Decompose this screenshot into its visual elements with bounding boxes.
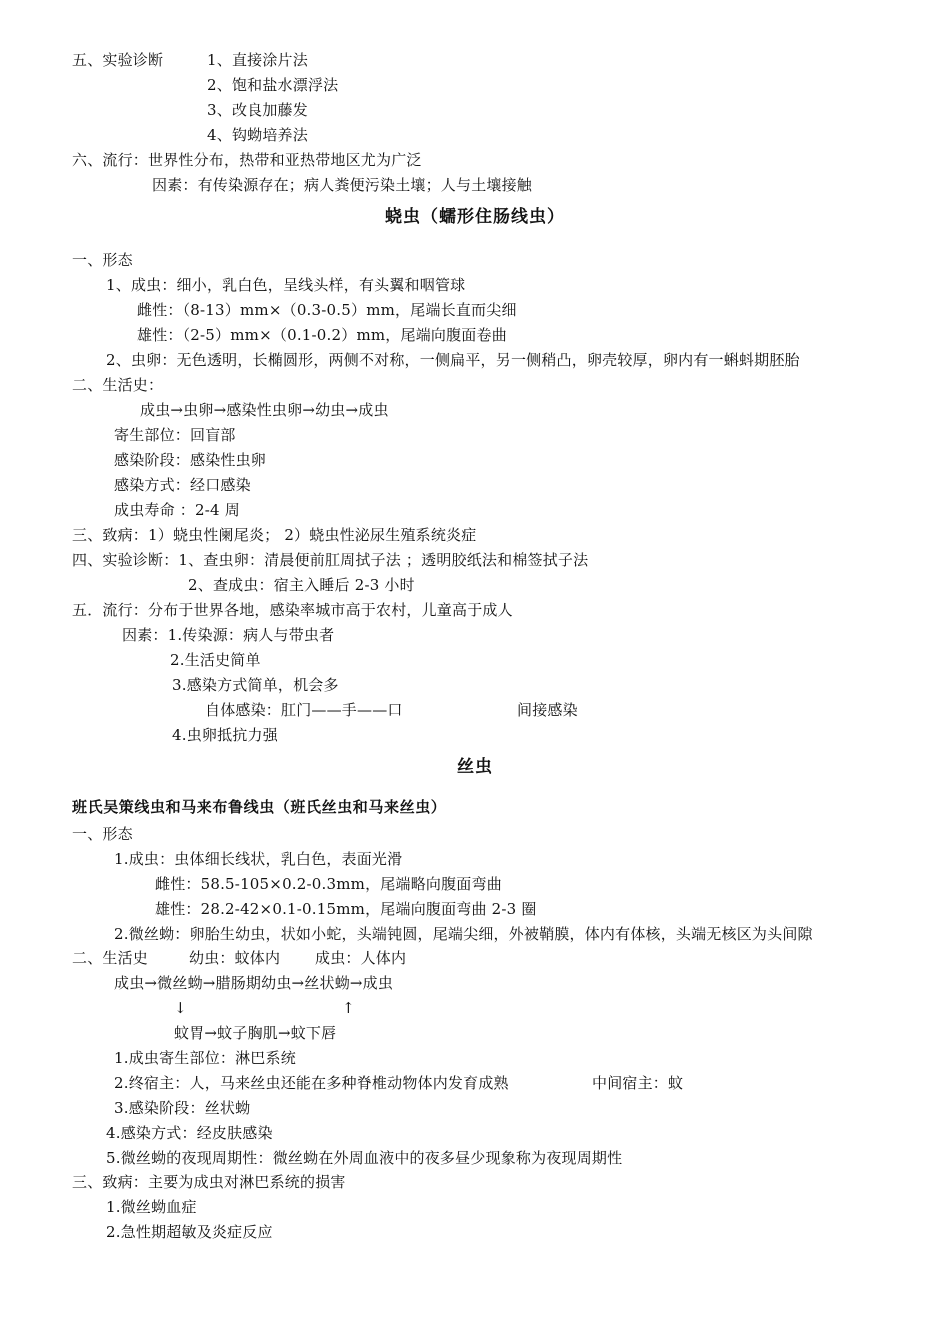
epidemiology: 五．流行：分布于世界各地，感染率城市高于农村，儿童高于成人 bbox=[72, 601, 513, 619]
adult-lifespan: 成虫寿命 ：2-4 周 bbox=[114, 501, 240, 519]
pathology-item: 1.微丝蚴血症 bbox=[106, 1198, 197, 1216]
egg-description: 2、虫卵：无色透明，长椭圆形，两侧不对称，一侧扁平，另一侧稍凸，卵壳较厚，卵内有一蝌蚪期胚胎 bbox=[106, 351, 800, 369]
diagnosis-eggs: 四、实验诊断：1、查虫卵：清晨便前肛周拭子法 ；透明胶纸法和棉签拭子法 bbox=[72, 551, 589, 569]
life-cycle: 成虫→虫卵→感染性虫卵→幼虫→成虫 bbox=[140, 401, 389, 419]
factor-resistance: 4.虫卵抵抗力强 bbox=[172, 726, 278, 744]
epidemic-line: 六、流行：世界性分布，热带和亚热带地区尤为广泛 bbox=[72, 151, 422, 169]
adult-host: 成虫：人体内 bbox=[315, 949, 407, 967]
adult-description: 1.成虫：虫体细长线状，乳白色，表面光滑 bbox=[114, 850, 403, 868]
larva-host: 幼虫：蚊体内 bbox=[189, 949, 281, 967]
arrow-up-icon: ↑ bbox=[342, 999, 355, 1017]
infection-mode: 感染方式：经口感染 bbox=[114, 476, 251, 494]
definitive-host: 2.终宿主：人，马来丝虫还能在多种脊椎动物体内发育成熟 bbox=[114, 1074, 509, 1092]
female-description: 雌性：58.5-105×0.2-0.3mm，尾端略向腹面弯曲 bbox=[155, 875, 502, 893]
diagnosis-adults: 2、查成虫：宿主入睡后 2-3 小时 bbox=[188, 576, 415, 594]
diagnosis-item: 1、直接涂片法 bbox=[207, 51, 308, 69]
life-cycle: 成虫→微丝蚴→腊肠期幼虫→丝状蚴→成虫 bbox=[114, 974, 394, 992]
life-history-heading: 二、生活史 bbox=[72, 949, 149, 967]
life-history-heading: 二、生活史： bbox=[72, 376, 164, 394]
pinworm-title: 蛲虫（蠕形住肠线虫） bbox=[385, 207, 565, 227]
female-description: 雌性：（8-13）mm×（0.3-0.5）mm，尾端长直而尖细 bbox=[137, 301, 517, 319]
diagnosis-item: 3、改良加藤发 bbox=[207, 101, 308, 119]
factor-lifecycle: 2.生活史简单 bbox=[170, 651, 261, 669]
male-description: 雄性：28.2-42×0.1-0.15mm，尾端向腹面弯曲 2-3 圈 bbox=[155, 900, 537, 918]
diagnosis-item: 4、钩蚴培养法 bbox=[207, 126, 308, 144]
factor-source: 因素：1.传染源：病人与带虫者 bbox=[122, 626, 335, 644]
nocturnal-periodicity: 5.微丝蚴的夜现周期性：微丝蚴在外周血液中的夜多昼少现象称为夜现周期性 bbox=[106, 1149, 623, 1167]
intermediate-host: 中间宿主：蚊 bbox=[592, 1074, 684, 1092]
microfilaria-description: 2.微丝蚴：卵胎生幼虫，状如小蛇，头端钝圆，尾端尖细，外被鞘膜，体内有体核，头端无核区为头间隙 bbox=[114, 925, 813, 943]
infection-mode: 4.感染方式：经皮肤感染 bbox=[106, 1124, 273, 1142]
male-description: 雄性：（2-5）mm×（0.1-0.2）mm，尾端向腹面卷曲 bbox=[137, 326, 507, 344]
morphology-heading: 一、形态 bbox=[72, 251, 133, 269]
pathogenesis-heading: 三、致病：主要为成虫对淋巴系统的损害 bbox=[72, 1173, 346, 1191]
pathogenesis: 三、致病：1）蛲虫性阑尾炎； 2）蛲虫性泌尿生殖系统炎症 bbox=[72, 526, 477, 544]
parasitic-site: 寄生部位：回盲部 bbox=[114, 426, 236, 444]
filaria-title: 丝虫 bbox=[457, 757, 493, 777]
arrow-down-icon: ↓ bbox=[174, 999, 187, 1017]
pathology-item: 2.急性期超敏及炎症反应 bbox=[106, 1223, 273, 1241]
adult-description: 1、成虫：细小，乳白色，呈线头样，有头翼和咽管球 bbox=[106, 276, 466, 294]
morphology-heading: 一、形态 bbox=[72, 825, 133, 843]
infective-stage: 3.感染阶段：丝状蚴 bbox=[114, 1099, 251, 1117]
factors-line: 因素：有传染源存在；病人粪便污染土壤；人与土壤接触 bbox=[152, 176, 533, 194]
parasitic-site: 1.成虫寄生部位：淋巴系统 bbox=[114, 1049, 296, 1067]
mosquito-stages: 蚊胃→蚊子胸肌→蚊下唇 bbox=[174, 1024, 337, 1042]
self-infection: 自体感染：肛门——手——口 bbox=[205, 701, 403, 719]
infective-stage: 感染阶段：感染性虫卵 bbox=[114, 451, 267, 469]
diagnosis-item: 2、饱和盐水漂浮法 bbox=[207, 76, 339, 94]
indirect-infection: 间接感染 bbox=[517, 701, 578, 719]
diagnosis-heading: 五、实验诊断 bbox=[72, 51, 164, 69]
filaria-subtitle: 班氏吴策线虫和马来布鲁线虫（班氏丝虫和马来丝虫） bbox=[72, 798, 447, 816]
factor-infection: 3.感染方式简单，机会多 bbox=[172, 676, 339, 694]
